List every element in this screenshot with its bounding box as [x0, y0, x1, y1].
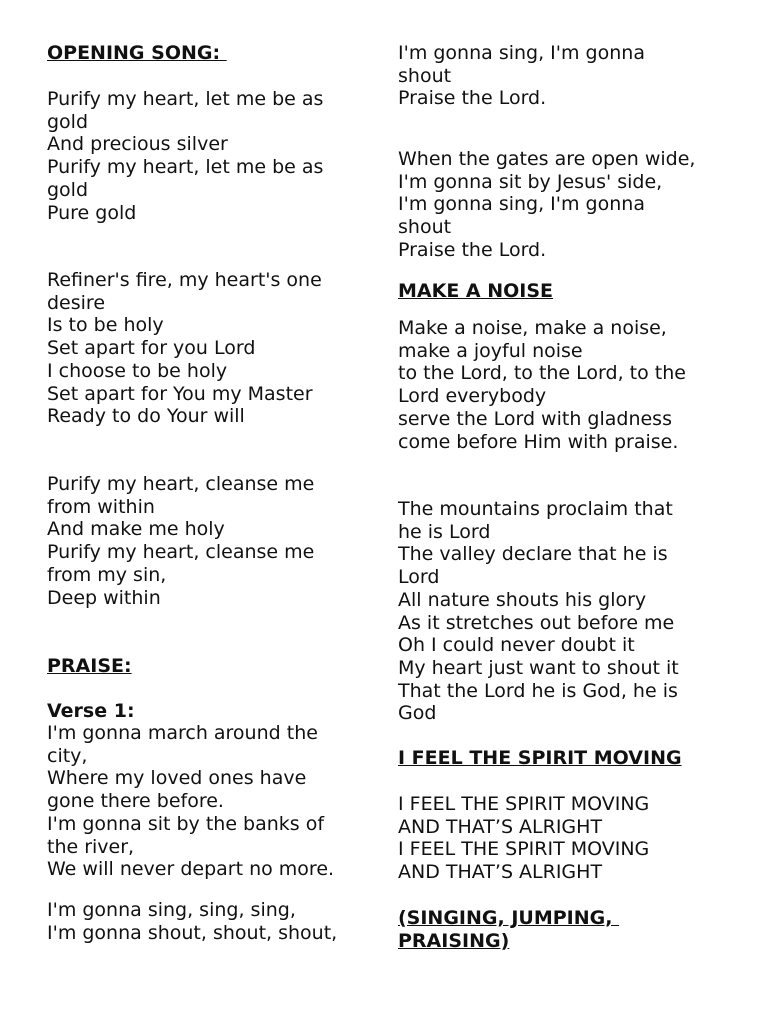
- verse-1-label: Verse 1:: [47, 700, 135, 722]
- spirit-moving-heading: I FEEL THE SPIRIT MOVING: [398, 747, 682, 769]
- praise-heading: PRAISE:: [47, 655, 132, 677]
- opening-song-verse-3: Purify my heart, cleanse me from within And make me holy Purify my heart, cleanse me from my sin, Deep within: [47, 473, 315, 609]
- spirit-moving-lyrics: I FEEL THE SPIRIT MOVING AND THAT’S ALRIGHT I FEEL THE SPIRIT MOVING AND THAT’S ALRIGHT: [398, 793, 650, 884]
- opening-song-verse-1: Purify my heart, let me be as gold And precious silver Purify my heart, let me be as gold Pure gold: [47, 88, 324, 224]
- chorus-end-lyrics: I'm gonna sing, I'm gonna shout Praise the Lord.: [398, 42, 645, 110]
- spirit-moving-note: (SINGING, JUMPING, PRAISING): [398, 907, 613, 952]
- gates-lyrics: When the gates are open wide, I'm gonna sit by Jesus' side, I'm gonna sing, I'm gonna shout Praise the Lord.: [398, 148, 696, 261]
- make-a-noise-heading: MAKE A NOISE: [398, 280, 554, 302]
- opening-song-heading: OPENING SONG:: [47, 42, 227, 64]
- make-a-noise-verse-1: Make a noise, make a noise, make a joyful noise to the Lord, to the Lord, to the Lord everybody serve the Lord with gladness come before Him with praise.: [398, 317, 686, 453]
- make-a-noise-verse-2: The mountains proclaim that he is Lord The valley declare that he is Lord All nature shouts his glory As it stretches out before me Oh I could never doubt it My heart just want to shout it That the Lord he is God, he is God: [398, 498, 679, 725]
- verse-1-lyrics: I'm gonna march around the city, Where my loved ones have gone there before. I'm gonna sit by the banks of the river, We will never depart no more.: [47, 722, 335, 881]
- opening-song-verse-2: Refiner's fire, my heart's one desire Is to be holy Set apart for you Lord I choose to be holy Set apart for You my Master Ready to do Your will: [47, 269, 322, 428]
- chorus-lyrics: I'm gonna sing, sing, sing, I'm gonna shout, shout, shout,: [47, 899, 338, 944]
